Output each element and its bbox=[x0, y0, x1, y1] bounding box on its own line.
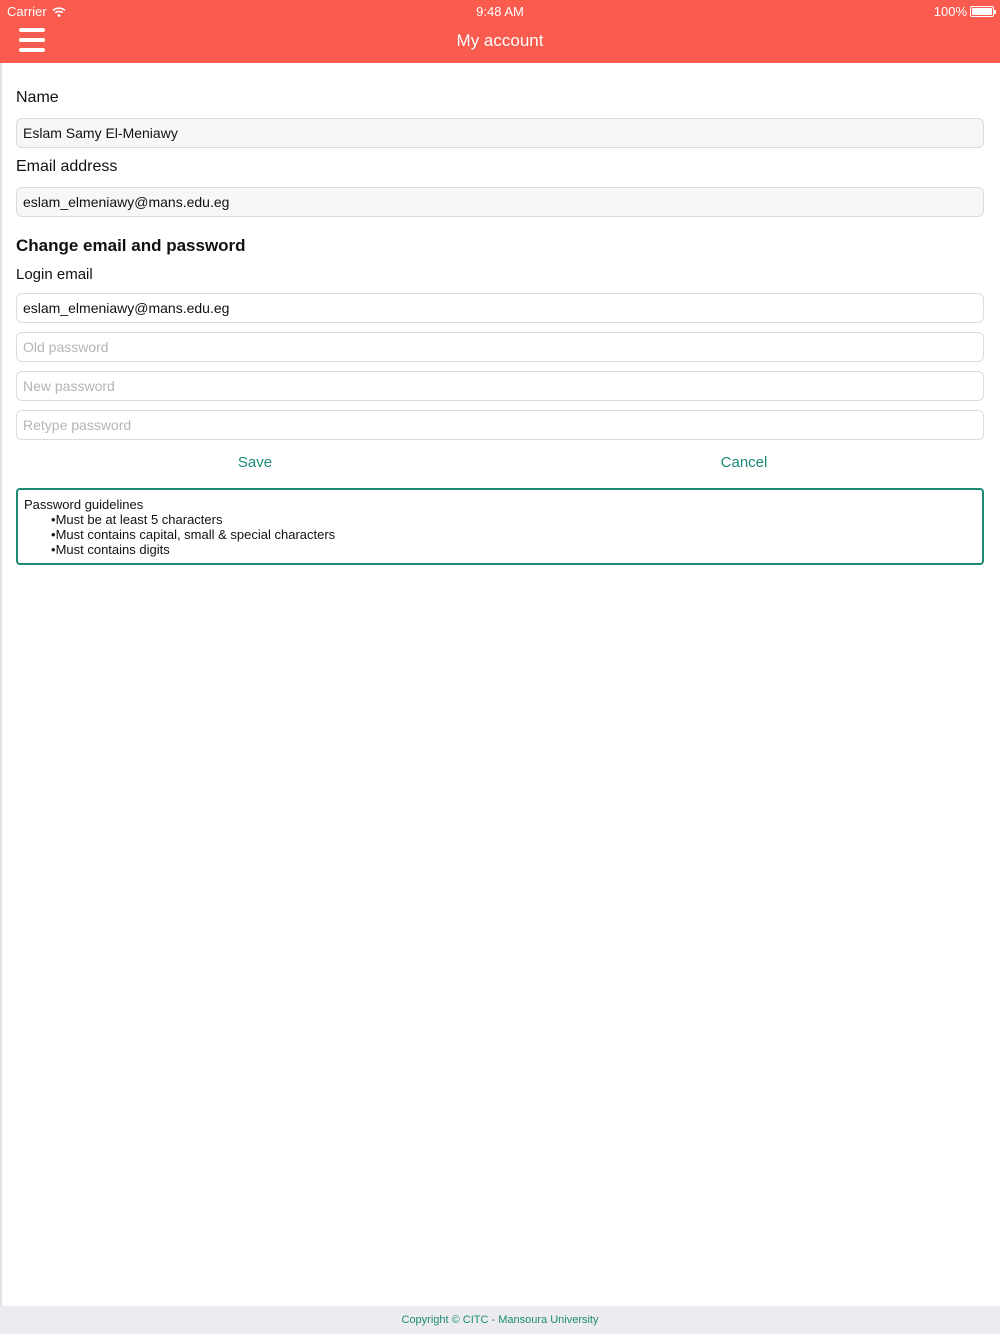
guideline-item: • Must contains digits bbox=[51, 542, 976, 557]
password-guidelines-box bbox=[16, 488, 984, 565]
password-guidelines-list bbox=[24, 512, 976, 557]
battery-icon bbox=[970, 6, 994, 17]
new-password-field[interactable] bbox=[16, 371, 984, 401]
email-address-label: Email address bbox=[16, 158, 118, 175]
status-battery bbox=[934, 4, 994, 19]
status-time: 9:48 AM bbox=[476, 4, 524, 19]
carrier-label: Carrier bbox=[7, 4, 47, 19]
old-password-field[interactable] bbox=[16, 332, 984, 362]
battery-percent: 100% bbox=[933, 4, 967, 19]
save-button[interactable]: Save bbox=[195, 454, 315, 471]
login-email-field[interactable] bbox=[16, 293, 984, 323]
name-field[interactable] bbox=[16, 118, 984, 148]
app-header bbox=[0, 0, 1000, 63]
retype-password-field[interactable] bbox=[16, 410, 984, 440]
cancel-button[interactable]: Cancel bbox=[684, 454, 804, 471]
left-divider bbox=[0, 63, 2, 1306]
email-address-field[interactable] bbox=[16, 187, 984, 217]
guideline-item: • Must contains capital, small & special characters bbox=[51, 527, 976, 542]
guideline-item: • Must be at least 5 characters bbox=[51, 512, 976, 527]
footer-copyright: Copyright © CITC - Mansoura University bbox=[0, 1306, 1000, 1334]
password-guidelines-title: Password guidelines bbox=[24, 497, 144, 512]
change-email-password-heading: Change email and password bbox=[16, 236, 246, 255]
name-label: Name bbox=[16, 89, 59, 106]
login-email-label: Login email bbox=[16, 266, 93, 283]
page-title: My account bbox=[456, 31, 544, 50]
